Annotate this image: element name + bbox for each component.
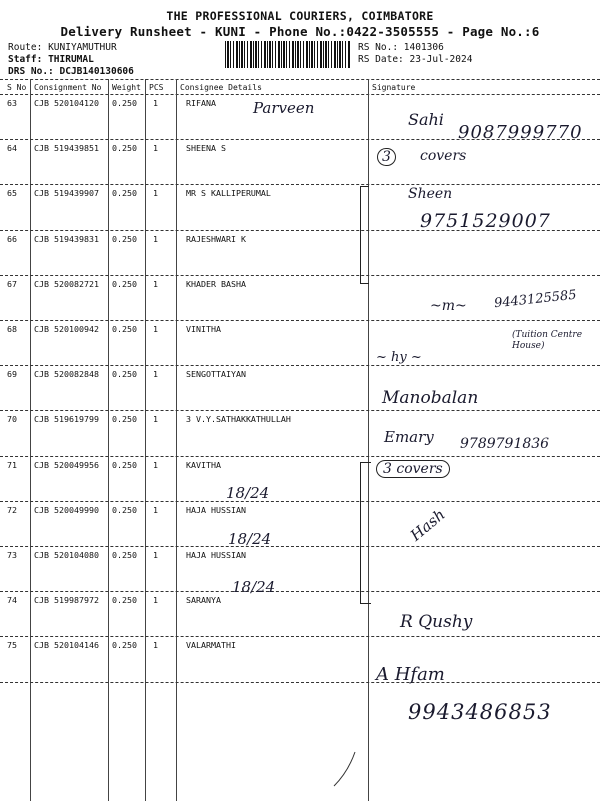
cell-weight: 0.250 <box>112 550 137 560</box>
cell-consignment: CJB 519439831 <box>34 233 99 244</box>
table-header <box>0 80 600 94</box>
col-weight: Weight <box>112 83 141 92</box>
table-row <box>0 457 600 501</box>
handwritten-date: 18/24 <box>226 484 270 502</box>
row-rule <box>0 682 600 683</box>
signature-scribble: Sahi <box>408 110 444 129</box>
rs-no-value: 1401306 <box>403 42 444 53</box>
cell-consignment: CJB 520104080 <box>34 550 99 560</box>
cell-consignee: SENGOTTAIYAN <box>186 369 246 380</box>
handwritten-note: (Tuition Centre House) <box>512 330 583 351</box>
signature-scribble: Hash <box>406 505 449 545</box>
cell-weight: 0.250 <box>112 143 137 154</box>
cell-consignee: SHEENA S <box>186 143 226 154</box>
table-row <box>0 140 600 184</box>
cell-sno: 72 <box>7 504 17 515</box>
cell-consignment: CJB 520104146 <box>34 640 99 651</box>
rs-no-label: RS No.: <box>358 42 399 53</box>
cell-consignee: RAJESHWARI K <box>186 233 246 244</box>
cell-sno: 66 <box>7 233 17 244</box>
handwritten-parveen: Parveen <box>253 99 315 117</box>
drs-value: DCJB140130606 <box>59 66 134 77</box>
company-title: THE PROFESSIONAL COURIERS, COIMBATORE <box>166 9 434 23</box>
cell-pcs: 1 <box>153 278 158 289</box>
cell-sno: 74 <box>7 595 17 606</box>
cell-pcs: 1 <box>153 595 158 606</box>
cell-sno: 69 <box>7 369 17 380</box>
table-row <box>0 547 600 591</box>
bracket-mark <box>360 462 371 604</box>
cell-consignment: CJB 520104120 <box>34 98 99 108</box>
cell-weight: 0.250 <box>112 188 137 199</box>
route-value: KUNIYAMUTHUR <box>48 42 117 53</box>
signature-scribble: Sheen <box>408 186 453 202</box>
cell-weight: 0.250 <box>112 459 137 470</box>
handwritten-date: 18/24 <box>228 530 272 548</box>
cell-weight: 0.250 <box>112 414 137 425</box>
table-row <box>0 231 600 275</box>
cell-pcs: 1 <box>153 550 158 560</box>
rs-date-line <box>358 54 472 65</box>
cell-consignment: CJB 520049956 <box>34 459 99 470</box>
cell-pcs: 1 <box>153 414 158 425</box>
table-row <box>0 637 600 681</box>
cell-consignment: CJB 519439907 <box>34 188 99 199</box>
col-signature: Signature <box>372 83 416 92</box>
cell-consignee: HAJA HUSSIAN <box>186 550 246 560</box>
cell-sno: 63 <box>7 98 17 108</box>
cell-pcs: 1 <box>153 143 158 154</box>
cell-consignee: VALARMATHI <box>186 640 236 651</box>
rs-date-label: RS Date: <box>358 54 404 65</box>
cell-consignee: KHADER BASHA <box>186 278 246 289</box>
cell-sno: 75 <box>7 640 17 651</box>
cell-pcs: 1 <box>153 188 158 199</box>
cell-consignee: MR S KALLIPERUMAL <box>186 188 271 199</box>
table-row <box>0 592 600 636</box>
cell-consignee: 3 V.Y.SATHAKKATHULLAH <box>186 414 291 425</box>
table-row <box>0 502 600 546</box>
staff-value: THIRUMAL <box>48 54 94 65</box>
signature-scribble: R Qushy <box>400 612 473 632</box>
handwritten-date: 18/24 <box>232 578 276 596</box>
cell-weight: 0.250 <box>112 369 137 380</box>
staff-line <box>8 54 94 65</box>
cell-pcs: 1 <box>153 504 158 515</box>
signature-scribble: Emary <box>384 428 434 446</box>
handwritten-phone: 9751529007 <box>420 210 551 232</box>
cell-pcs: 1 <box>153 233 158 244</box>
cell-pcs: 1 <box>153 369 158 380</box>
cell-sno: 64 <box>7 143 17 154</box>
cell-sno: 67 <box>7 278 17 289</box>
cell-consignment: CJB 520100942 <box>34 324 99 334</box>
cell-consignee: RIFANA <box>186 98 216 108</box>
cell-pcs: 1 <box>153 324 158 334</box>
handwritten-phone: 9443125585 <box>493 287 578 312</box>
cell-consignment: CJB 520082721 <box>34 278 99 289</box>
cell-sno: 73 <box>7 550 17 560</box>
signature-scribble: ~m~ <box>430 298 467 314</box>
cell-sno: 70 <box>7 414 17 425</box>
runsheet-title: Delivery Runsheet - KUNI - Phone No.:0422-3505555 - Page No.:6 <box>60 24 540 39</box>
rs-no-line <box>358 42 444 53</box>
cell-weight: 0.250 <box>112 324 137 334</box>
handwritten-phone: 9087999770 <box>458 122 583 143</box>
cell-weight: 0.250 <box>112 595 137 606</box>
col-consignment: Consignment No <box>34 83 102 92</box>
cell-pcs: 1 <box>153 640 158 651</box>
pen-stroke <box>330 750 360 790</box>
col-consignee: Consignee Details <box>180 83 262 92</box>
col-pcs: PCS <box>149 83 164 92</box>
cell-weight: 0.250 <box>112 98 137 108</box>
cell-consignee: SARANYA <box>186 595 221 606</box>
cell-consignment: CJB 520049990 <box>34 504 99 515</box>
barcode <box>225 41 351 68</box>
col-sno: S No <box>7 83 27 92</box>
signature-scribble: ~ hy ~ <box>376 350 422 365</box>
cell-sno: 68 <box>7 324 17 334</box>
bracket-mark <box>360 186 369 284</box>
drs-line <box>8 66 134 77</box>
cell-consignment: CJB 520082848 <box>34 369 99 380</box>
cell-pcs: 1 <box>153 98 158 108</box>
drs-label: DRS No.: <box>8 66 54 77</box>
handwritten-phone: 9789791836 <box>460 436 550 452</box>
cell-consignee: HAJA HUSSIAN <box>186 504 246 515</box>
cell-pcs: 1 <box>153 459 158 470</box>
cell-consignment: CJB 519619799 <box>34 414 99 425</box>
cell-consignment: CJB 519439851 <box>34 143 99 154</box>
table-row <box>0 366 600 410</box>
cell-sno: 65 <box>7 188 17 199</box>
handwritten-covers: 3 covers <box>376 460 450 478</box>
cell-weight: 0.250 <box>112 233 137 244</box>
cell-weight: 0.250 <box>112 504 137 515</box>
route-label: Route: <box>8 42 43 53</box>
route-line <box>8 42 117 53</box>
handwritten-covers: covers <box>420 148 467 164</box>
cell-weight: 0.250 <box>112 278 137 289</box>
cell-weight: 0.250 <box>112 640 137 651</box>
handwritten-name: Manobalan <box>382 388 479 408</box>
table-row <box>0 321 600 365</box>
rs-date-value: 23-Jul-2024 <box>409 54 473 65</box>
cell-consignment: CJB 519987972 <box>34 595 99 606</box>
cell-consignee: VINITHA <box>186 324 221 334</box>
signature-scribble: A Hfam <box>376 664 445 685</box>
handwritten-mark: 3 <box>377 148 396 166</box>
handwritten-phone: 9943486853 <box>408 700 552 724</box>
cell-consignee: KAVITHA <box>186 459 221 470</box>
cell-sno: 71 <box>7 459 17 470</box>
staff-label: Staff: <box>8 54 43 65</box>
